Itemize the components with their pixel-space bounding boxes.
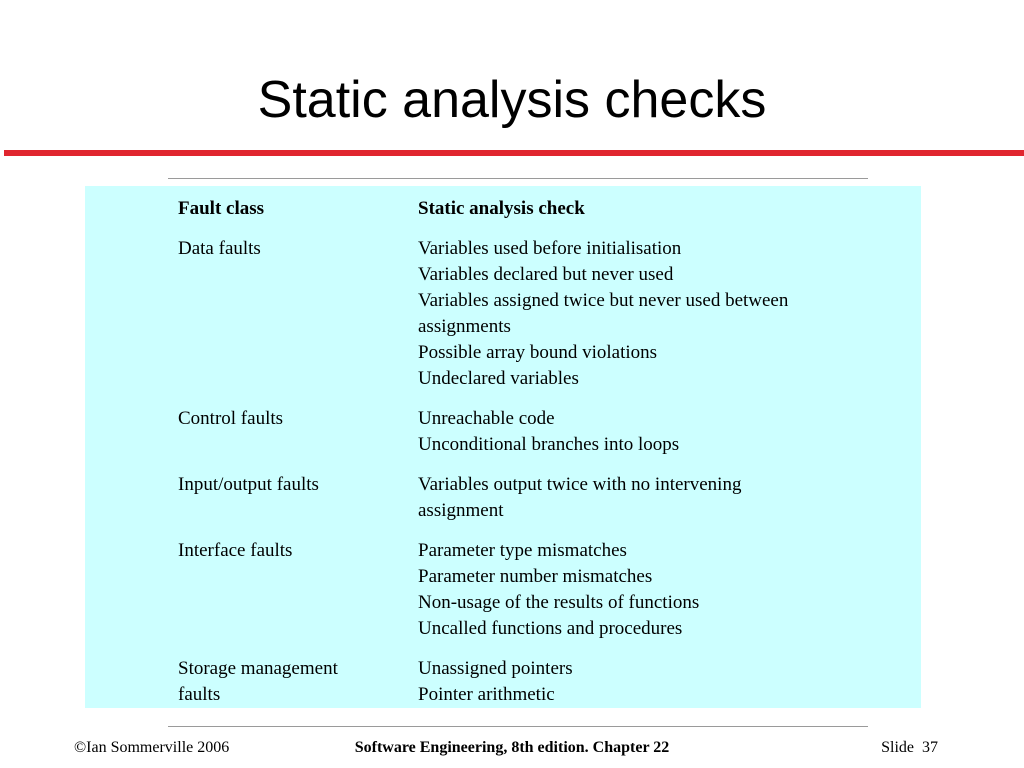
fault-class-text: faults <box>178 684 221 705</box>
footer-slide-number <box>881 738 938 758</box>
fault-class-text: Control faults <box>178 408 284 429</box>
check-text: Parameter type mismatches <box>418 540 627 561</box>
header-static-analysis-check: Static analysis check <box>418 198 585 219</box>
check-text: Variables used before initialisation <box>418 238 682 259</box>
fault-class-cell <box>178 472 418 524</box>
fault-class-cell <box>178 236 418 392</box>
table-header-row <box>178 196 860 222</box>
check-text: Parameter number mismatches <box>418 566 653 587</box>
table-row <box>178 406 860 458</box>
check-text: Variables declared but never used <box>418 264 674 285</box>
check-cell <box>418 472 860 524</box>
fault-class-cell <box>178 406 418 458</box>
check-text: assignment <box>418 500 504 521</box>
header-fault-class: Fault class <box>178 198 265 219</box>
check-cell <box>418 538 860 642</box>
check-cell <box>418 236 860 392</box>
table-row <box>178 656 860 708</box>
fault-class-text: Interface faults <box>178 540 293 561</box>
slide-number: 37 <box>922 739 938 756</box>
fault-class-cell <box>178 538 418 642</box>
fault-class-text: Input/output faults <box>178 474 319 495</box>
check-text: Uncalled functions and procedures <box>418 618 683 639</box>
check-text: Variables assigned twice but never used between <box>418 290 789 311</box>
fault-class-text: Data faults <box>178 238 261 259</box>
check-text: Unconditional branches into loops <box>418 434 680 455</box>
table-row <box>178 472 860 524</box>
fault-class-cell <box>178 656 418 708</box>
check-text: Possible array bound violations <box>418 342 658 363</box>
table-top-rule <box>168 178 868 179</box>
table-bottom-rule <box>168 726 868 727</box>
fault-check-table <box>178 196 860 722</box>
footer-book-title: Software Engineering, 8th edition. Chapter 22 <box>354 739 670 756</box>
table-row <box>178 236 860 392</box>
check-text: Unassigned pointers <box>418 658 573 679</box>
slide-title: Static analysis checks <box>257 71 767 129</box>
check-text: Variables output twice with no intervening <box>418 474 742 495</box>
footer-copyright: ©Ian Sommerville 2006 <box>74 739 230 756</box>
check-text: assignments <box>418 316 511 337</box>
fault-class-text: Storage management <box>178 658 338 679</box>
title-underline-rule <box>4 150 1024 156</box>
table-row <box>178 538 860 642</box>
check-cell <box>418 656 860 708</box>
check-text: Unreachable code <box>418 408 555 429</box>
slide-label: Slide <box>881 739 914 756</box>
check-cell <box>418 406 860 458</box>
check-text: Undeclared variables <box>418 368 579 389</box>
check-text: Pointer arithmetic <box>418 684 555 705</box>
check-text: Non-usage of the results of functions <box>418 592 700 613</box>
